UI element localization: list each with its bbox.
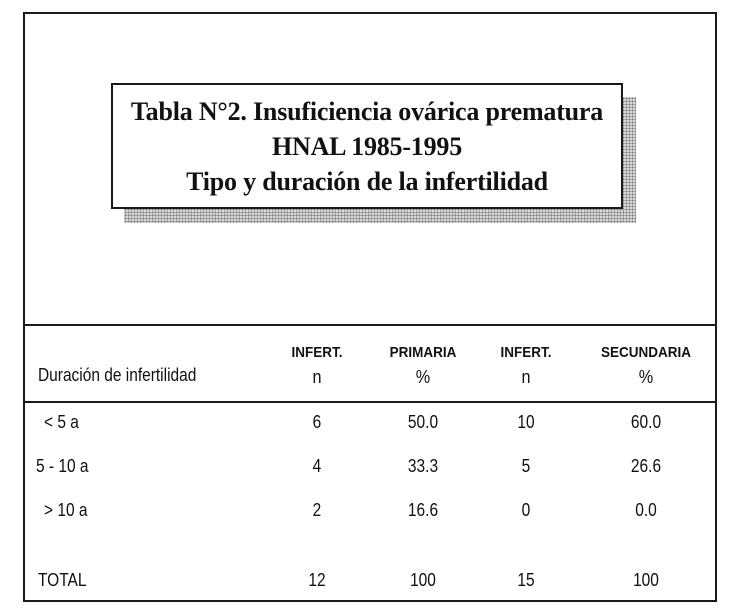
table-cell: 5 — [521, 456, 531, 476]
table-cell: 12 — [308, 570, 326, 590]
column-header-top: INFERT. — [500, 344, 552, 361]
table-cell: 16.6 — [407, 500, 439, 520]
table-cell: 100 — [410, 570, 436, 590]
table-cell: 4 — [312, 456, 322, 476]
column-header-primaria-pct — [378, 340, 468, 390]
table-cell: 50.0 — [407, 412, 439, 432]
title-box — [111, 83, 623, 209]
table-cell: 6 — [312, 412, 322, 432]
row-header-label: Duración de infertilidad — [38, 365, 197, 385]
table-cell: 2 — [312, 500, 322, 520]
table-cell: 10 — [517, 412, 535, 432]
column-header-top: INFERT. — [291, 344, 343, 361]
column-header-unit: % — [415, 367, 431, 387]
table-cell: 0 — [521, 500, 531, 520]
title-line-3: Tipo y duración de la infertilidad — [186, 166, 548, 196]
column-header-unit: n — [312, 367, 322, 387]
table-cell: 26.6 — [630, 456, 662, 476]
column-header-secundaria-pct — [601, 340, 691, 390]
table-cell: 15 — [517, 570, 535, 590]
row-label: > 10 a — [44, 500, 88, 520]
column-header-unit: n — [521, 367, 531, 387]
title-line-1: Tabla N°2. Insuficiencia ovárica prematura — [130, 96, 604, 126]
table-cell: 60.0 — [630, 412, 662, 432]
column-header-unit: % — [638, 367, 654, 387]
table-cell: 0.0 — [635, 500, 657, 520]
table-cell: 100 — [633, 570, 659, 590]
column-header-infert-primaria-n — [272, 340, 362, 390]
title-line-2: HNAL 1985-1995 — [271, 131, 463, 161]
column-header-infert-secundaria-n — [481, 340, 571, 390]
total-row-label: TOTAL — [38, 570, 87, 590]
row-label: < 5 a — [44, 412, 79, 432]
header-divider — [23, 401, 717, 403]
table-cell: 33.3 — [407, 456, 439, 476]
column-header-top: SECUNDARIA — [601, 344, 692, 361]
row-label: 5 - 10 a — [36, 456, 89, 476]
column-header-top: PRIMARIA — [389, 344, 457, 361]
